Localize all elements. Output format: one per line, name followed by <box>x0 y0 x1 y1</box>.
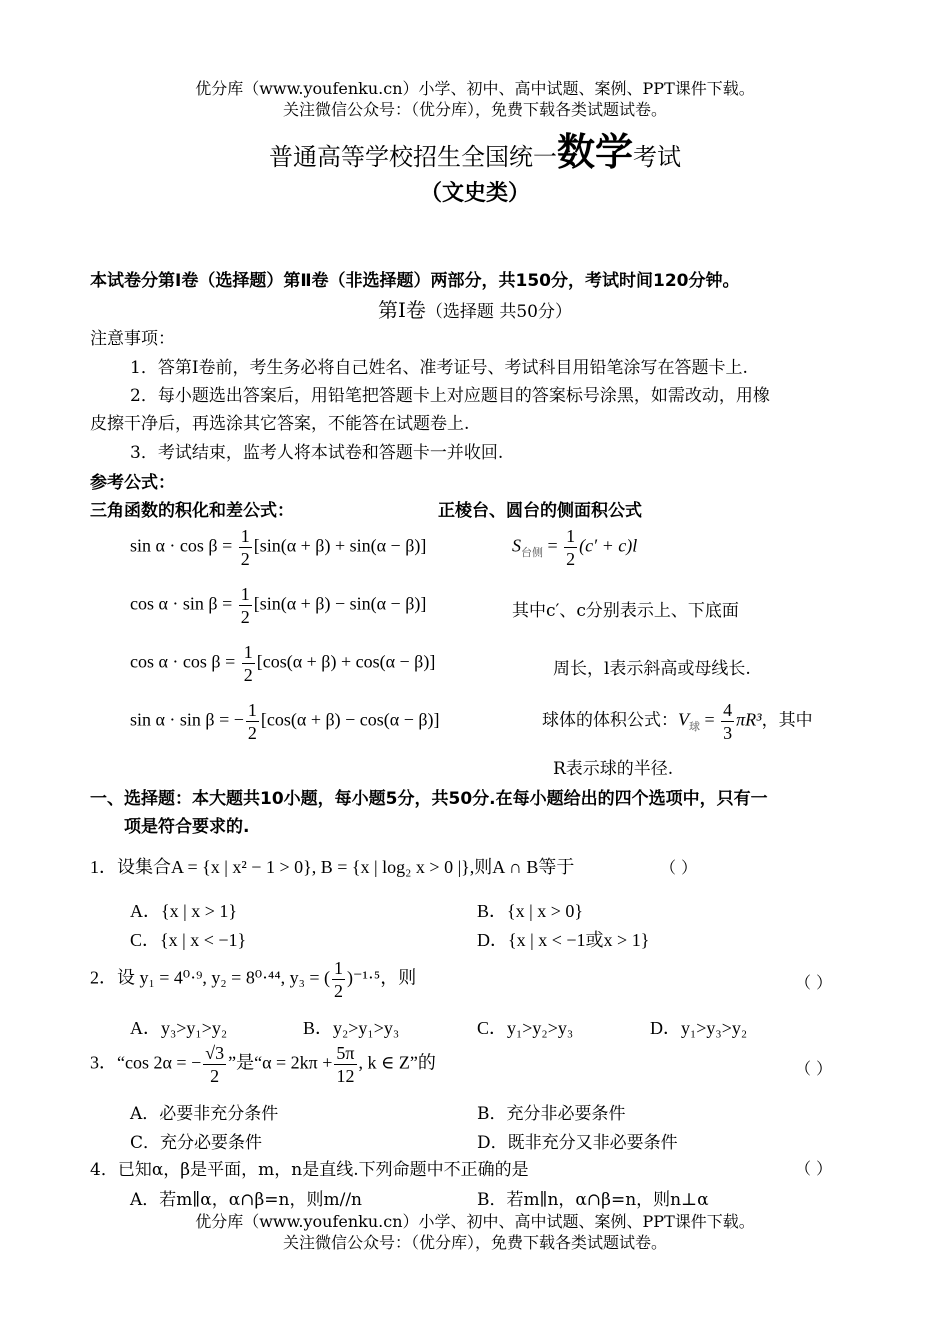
fraction-half <box>242 641 255 686</box>
frac-den: 2 <box>240 549 250 569</box>
trig-heading: 三角函数的积化和差公式： <box>90 501 294 521</box>
part1-head: 第Ⅰ卷 <box>378 298 426 322</box>
exam-intro: 本试卷分第Ⅰ卷（选择题）第Ⅱ卷（非选择题）两部分，共150分，考试时间120分钟。 <box>90 271 740 291</box>
footer-line-1: 优分库（www.youfenku.cn）小学、初中、高中试题、案例、PPT课件下载。 <box>195 1212 755 1231</box>
formula-sub: 球 <box>689 721 700 734</box>
frac-den: 2 <box>247 723 257 743</box>
frac-num: 1 <box>240 526 250 546</box>
title-subject: 数学 <box>556 130 633 174</box>
formula-sphere-volume: 球体的体积公式：$V_球$ = $\frac{4}{3}$ πR³，其中 <box>542 700 813 743</box>
formula-sin-cos <box>130 525 426 570</box>
formula-text: ，其中 <box>761 710 813 731</box>
frustum-heading: 正棱台、圆台的侧面积公式 <box>438 501 642 521</box>
q3-stem-text: 3．“cos 2α = − <box>90 1052 202 1073</box>
q1-option-d: D．{x | x < −1或x > 1} <box>477 930 650 950</box>
q1-option-b: B．{x | x > 0} <box>477 901 584 921</box>
frustum-desc-1: 其中c′、c分别表示上、下底面 <box>512 601 739 621</box>
frac-den: 2 <box>210 1066 220 1086</box>
formulas-heading: 参考公式： <box>90 473 175 493</box>
section1-line-2: 项是符合要求的. <box>124 817 250 837</box>
q3-stem-text: ”是“α = 2kπ + <box>228 1052 333 1073</box>
q4-option-b: B．若m∥n，α∩β=n，则n⊥α <box>477 1190 709 1210</box>
header-line-2: 关注微信公众号：（优分库），免费下载各类试题试卷。 <box>282 100 667 119</box>
footer-line-2: 关注微信公众号：（优分库），免费下载各类试题试卷。 <box>282 1233 667 1252</box>
formula-text: cos α · cos β = <box>130 651 240 672</box>
q4-answer-paren: （ ） <box>795 1159 833 1178</box>
notice-item-1: 1．答第Ⅰ卷前，考生务必将自己姓名、准考证号、考试科目用铅笔涂写在答题卡上. <box>130 358 748 378</box>
q2-stem-text: 2．设 y₁ = 4⁰·⁹, y₂ = 8⁰·⁴⁴, y₃ = ( <box>90 967 331 988</box>
notice-item-2-cont: 皮擦干净后，再选涂其它答案，不能答在试题卷上. <box>90 414 470 434</box>
q2-option-c: C．y₁>y₂>y₃ <box>477 1018 574 1038</box>
frac-num: 1 <box>240 584 250 604</box>
frac-num: 5π <box>336 1043 355 1063</box>
title-suffix: 考试 <box>633 143 681 171</box>
fraction-half <box>564 525 577 570</box>
fraction-half <box>332 957 345 1002</box>
frac-den: 2 <box>240 607 250 627</box>
frac-den: 2 <box>334 981 344 1001</box>
frac-num: 1 <box>566 526 576 546</box>
fraction-half <box>239 583 252 628</box>
frac-num: 4 <box>723 700 733 720</box>
fraction-sqrt3-half <box>203 1042 226 1087</box>
q3-option-c: C．充分必要条件 <box>130 1133 263 1153</box>
formula-sin-sin <box>130 699 440 744</box>
q2-answer-paren: （ ） <box>795 973 833 992</box>
formula-text: (c′ + c)l <box>579 535 638 556</box>
formula-text: [cos(α + β) − cos(α − β)] <box>260 709 440 730</box>
formula-text: [cos(α + β) + cos(α − β)] <box>256 651 436 672</box>
sphere-desc: R表示球的半径. <box>553 759 674 779</box>
formula-text: sin α · cos β = <box>130 535 237 556</box>
formula-text: [sin(α + β) − sin(α − β)] <box>253 593 427 614</box>
frac-den: 3 <box>723 723 733 743</box>
q2-stem <box>90 957 416 1002</box>
q4-stem: 4．已知α，β是平面，m，n是直线.下列命题中不正确的是 <box>90 1160 529 1180</box>
frac-num: 1 <box>334 958 344 978</box>
formula-text: sin α · sin β = − <box>130 709 244 730</box>
frac-num: √3 <box>205 1043 225 1063</box>
formula-text: [sin(α + β) + sin(α − β)] <box>253 535 427 556</box>
fraction-four-thirds <box>721 699 734 744</box>
q3-answer-paren: （ ） <box>795 1059 833 1078</box>
notice-heading: 注意事项： <box>90 329 175 349</box>
q3-stem <box>90 1042 436 1087</box>
q3-option-b: B．充分非必要条件 <box>477 1104 626 1124</box>
q2-option-d: D．y₁>y₃>y₂ <box>650 1018 748 1038</box>
fraction-half <box>239 525 252 570</box>
section1-line-1: 一、选择题：本大题共10小题，每小题5分，共50分.在每小题给出的四个选项中，只有一 <box>90 789 768 809</box>
header-line-1: 优分库（www.youfenku.cn）小学、初中、高中试题、案例、PPT课件下载。 <box>195 79 755 98</box>
q3-option-a: A．必要非充分条件 <box>130 1104 279 1124</box>
part1-note: （选择题 共50分） <box>425 302 572 322</box>
page-subtitle: （文史类） <box>419 181 530 206</box>
formula-text: V <box>678 709 689 730</box>
q3-option-d: D．既非充分又非必要条件 <box>477 1133 678 1153</box>
fraction-half <box>246 699 259 744</box>
formula-cos-cos <box>130 641 435 686</box>
q2-option-b: B．y₂>y₁>y₃ <box>303 1018 400 1038</box>
formula-cos-sin <box>130 583 426 628</box>
frac-num: 1 <box>247 700 257 720</box>
q3-stem-text: , k ∈ Z”的 <box>358 1052 436 1073</box>
frac-den: 2 <box>243 665 253 685</box>
title-prefix: 普通高等学校招生全国统一 <box>268 143 557 171</box>
notice-item-2: 2．每小题选出答案后，用铅笔把答题卡上对应题目的答案标号涂黑，如需改动，用橡 <box>130 386 770 406</box>
formula-text: S <box>512 535 521 556</box>
q2-stem-text: )⁻¹·⁵，则 <box>347 967 417 988</box>
formula-text: πR³ <box>736 709 762 730</box>
frac-den: 2 <box>566 549 576 569</box>
formula-text: 球体的体积公式： <box>542 710 678 731</box>
formula-text: cos α · sin β = <box>130 593 237 614</box>
formula-frustum-area: $S_{台侧}$ = $\frac{1}{2}$ (c′ + c)l <box>512 526 638 569</box>
formula-sub: 台侧 <box>521 547 543 560</box>
q1-option-c: C．{x | x < −1} <box>130 930 247 950</box>
q1-option-a: A．{x | x > 1} <box>130 901 238 921</box>
q2-option-a: A．y₃>y₁>y₂ <box>130 1018 228 1038</box>
fraction-5pi-12 <box>334 1042 356 1087</box>
page-title <box>0 128 950 181</box>
frustum-desc-2: 周长，l表示斜高或母线长. <box>553 659 751 679</box>
q1-stem: 1．设集合A = {x | x² − 1 > 0}, B = {x | log₂ x > 0 |},则A ∩ B等于 <box>90 857 575 877</box>
q4-option-a: A．若m∥α，α∩β=n，则m//n <box>130 1190 362 1210</box>
frac-num: 1 <box>243 642 253 662</box>
notice-item-3: 3．考试结束，监考人将本试卷和答题卡一并收回. <box>130 443 504 463</box>
frac-den: 12 <box>336 1066 355 1086</box>
part1-heading <box>0 294 950 323</box>
q1-answer-paren: （ ） <box>660 858 698 877</box>
